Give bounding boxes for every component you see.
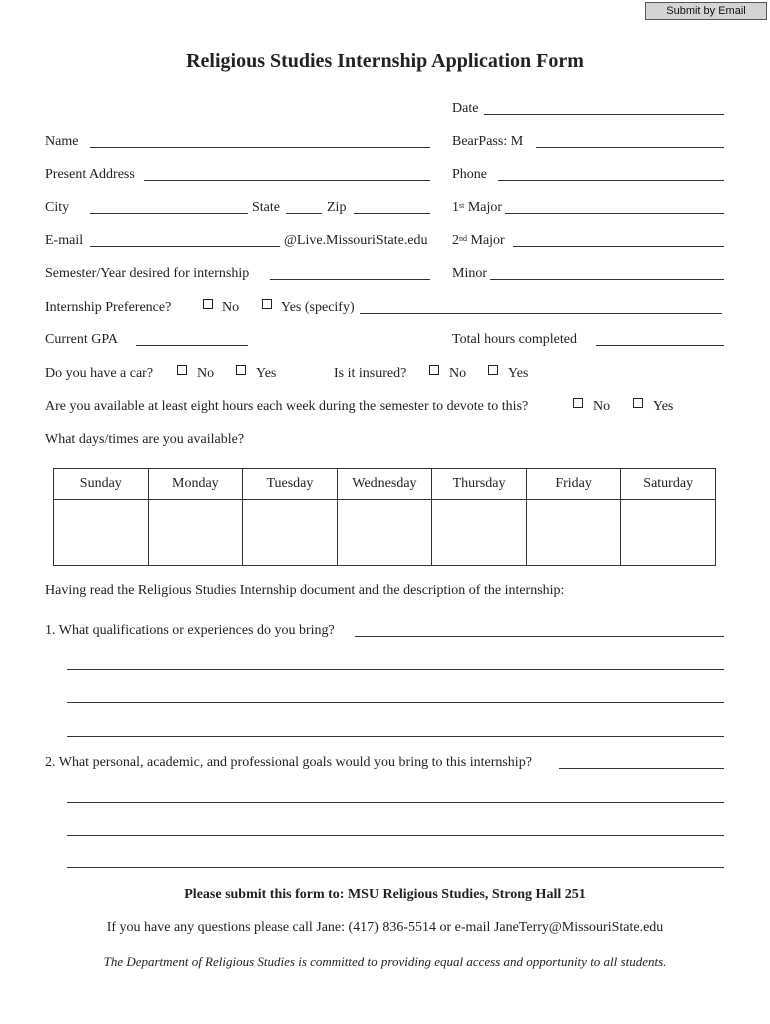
question-2: 2. What personal, academic, and professional goals would you bring to this internship?	[45, 755, 532, 770]
day-header-wednesday: Wednesday	[337, 469, 432, 500]
available-yes-checkbox[interactable]	[633, 398, 643, 408]
semester-field[interactable]	[270, 279, 430, 280]
answer-1-line[interactable]	[67, 702, 724, 703]
car-question: Do you have a car?	[45, 366, 154, 381]
bearpass-field[interactable]	[536, 147, 724, 148]
preference-specify-field[interactable]	[360, 313, 722, 314]
car-no-checkbox[interactable]	[177, 365, 187, 375]
availability-question: Are you available at least eight hours each week during the semester to devote to this?	[45, 399, 529, 414]
city-label: City	[45, 200, 70, 215]
availability-cell-thursday[interactable]	[432, 500, 527, 566]
zip-label: Zip	[327, 200, 347, 215]
preference-no-checkbox[interactable]	[203, 299, 213, 309]
car-yes-checkbox[interactable]	[236, 365, 246, 375]
second-major-text: Major	[470, 233, 505, 248]
insured-no-label: No	[449, 366, 467, 381]
first-major-field[interactable]	[505, 213, 724, 214]
preference-no-label: No	[222, 300, 240, 315]
email-domain: @Live.MissouriState.edu	[284, 233, 428, 248]
availability-cell-monday[interactable]	[148, 500, 243, 566]
day-header-tuesday: Tuesday	[243, 469, 338, 500]
day-header-monday: Monday	[148, 469, 243, 500]
date-label: Date	[452, 101, 479, 116]
phone-field[interactable]	[498, 180, 724, 181]
answer-1-line[interactable]	[355, 636, 724, 637]
day-header-sunday: Sunday	[54, 469, 149, 500]
availability-cell-tuesday[interactable]	[243, 500, 338, 566]
minor-label: Minor	[452, 266, 487, 281]
available-yes-label: Yes	[653, 399, 674, 414]
day-header-thursday: Thursday	[432, 469, 527, 500]
bearpass-label: BearPass: M	[452, 134, 524, 149]
name-label: Name	[45, 134, 79, 149]
question-1: 1. What qualifications or experiences do you bring?	[45, 623, 335, 638]
insured-yes-label: Yes	[508, 366, 529, 381]
day-header-friday: Friday	[526, 469, 621, 500]
availability-cell-saturday[interactable]	[621, 500, 716, 566]
equal-access-statement: The Department of Religious Studies is committed to providing equal access and opportunity to all students.	[103, 954, 667, 969]
availability-cell-sunday[interactable]	[54, 500, 149, 566]
day-header-saturday: Saturday	[621, 469, 716, 500]
answer-2-line[interactable]	[559, 768, 724, 769]
email-label: E-mail	[45, 233, 84, 248]
insured-yes-checkbox[interactable]	[488, 365, 498, 375]
car-yes-label: Yes	[256, 366, 277, 381]
present-address-field[interactable]	[144, 180, 430, 181]
state-field[interactable]	[286, 213, 322, 214]
insured-question: Is it insured?	[334, 366, 407, 381]
questions-intro: Having read the Religious Studies Internship document and the description of the internship:	[45, 583, 565, 598]
answer-1-line[interactable]	[67, 736, 724, 737]
days-times-question: What days/times are you available?	[45, 432, 245, 447]
preference-yes-checkbox[interactable]	[262, 299, 272, 309]
submit-by-email-button[interactable]: Submit by Email	[645, 2, 767, 20]
second-major-number: 2	[452, 233, 459, 248]
preference-yes-label: Yes (specify)	[281, 300, 355, 315]
minor-field[interactable]	[490, 279, 724, 280]
gpa-label: Current GPA	[45, 332, 118, 347]
car-no-label: No	[197, 366, 215, 381]
insured-no-checkbox[interactable]	[429, 365, 439, 375]
second-major-label	[452, 233, 505, 249]
first-major-label	[452, 200, 502, 216]
availability-cell-wednesday[interactable]	[337, 500, 432, 566]
second-major-field[interactable]	[513, 246, 724, 247]
gpa-field[interactable]	[136, 345, 248, 346]
answer-2-line[interactable]	[67, 835, 724, 836]
zip-field[interactable]	[354, 213, 430, 214]
second-major-ordinal: nd	[459, 234, 467, 243]
internship-preference-label: Internship Preference?	[45, 300, 172, 315]
date-field[interactable]	[484, 114, 724, 115]
available-no-label: No	[593, 399, 611, 414]
answer-2-line[interactable]	[67, 802, 724, 803]
phone-label: Phone	[452, 167, 487, 182]
availability-cell-friday[interactable]	[526, 500, 621, 566]
total-hours-label: Total hours completed	[452, 332, 577, 347]
total-hours-field[interactable]	[596, 345, 724, 346]
semester-label: Semester/Year desired for internship	[45, 266, 250, 281]
answer-1-line[interactable]	[67, 669, 724, 670]
first-major-text: Major	[467, 200, 503, 215]
state-label: State	[252, 200, 280, 215]
present-address-label: Present Address	[45, 167, 135, 182]
contact-info: If you have any questions please call Jane: (417) 836-5514 or e-mail JaneTerry@MissouriState.edu	[106, 920, 664, 935]
submit-instructions: Please submit this form to: MSU Religious Studies, Strong Hall 251	[184, 887, 586, 902]
city-field[interactable]	[90, 213, 248, 214]
name-field[interactable]	[90, 147, 430, 148]
first-major-number: 1	[452, 200, 459, 215]
first-major-ordinal: st	[459, 201, 465, 210]
email-field[interactable]	[90, 246, 280, 247]
page-title: Religious Studies Internship Application Form	[186, 50, 584, 72]
answer-2-line[interactable]	[67, 867, 724, 868]
availability-table	[53, 468, 716, 566]
available-no-checkbox[interactable]	[573, 398, 583, 408]
